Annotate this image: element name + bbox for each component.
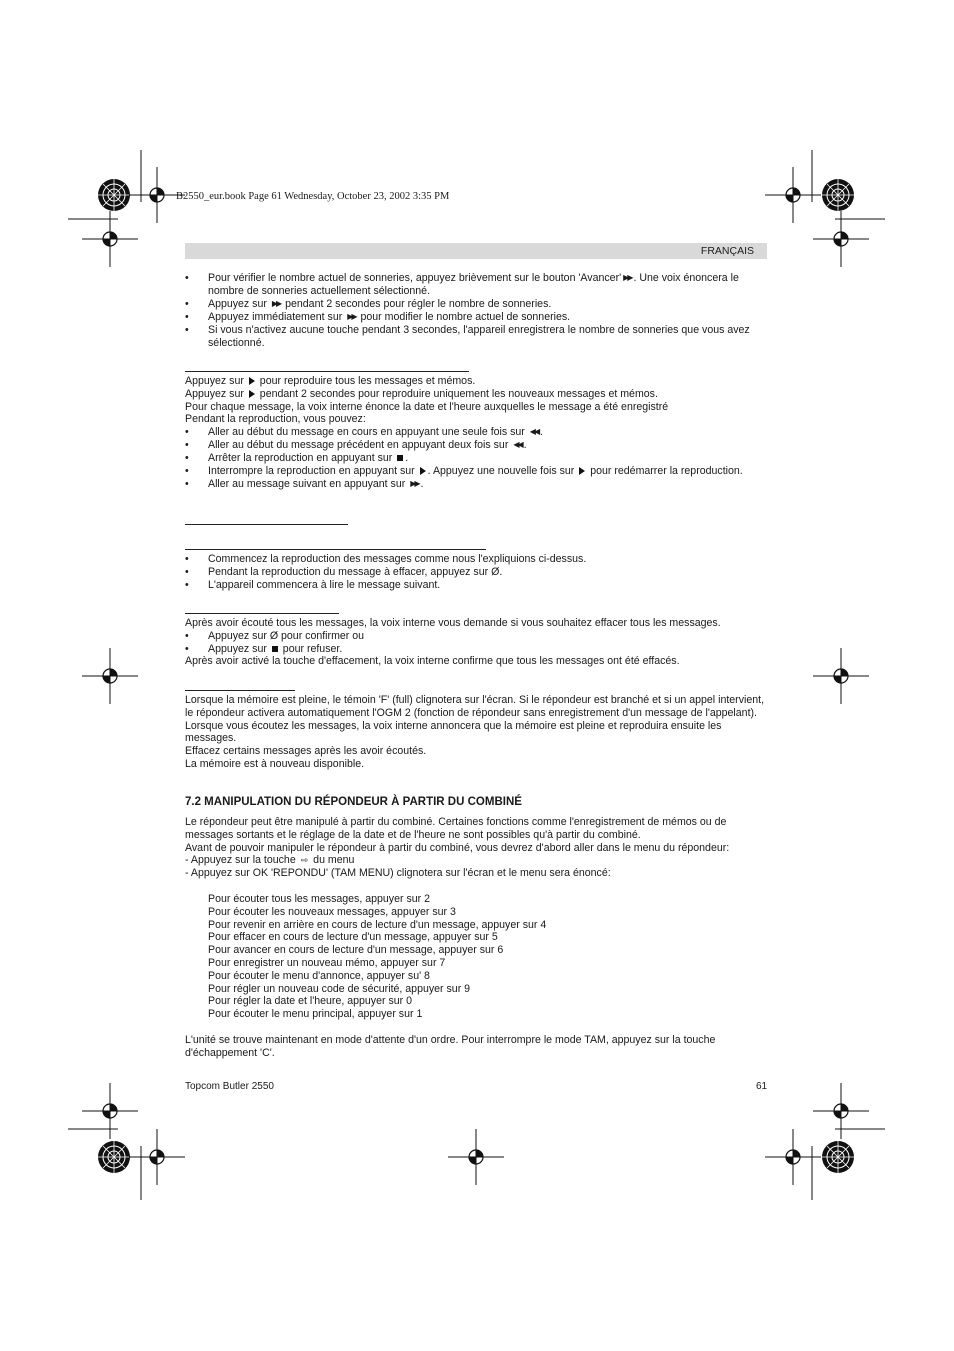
section-divider bbox=[185, 371, 469, 372]
list-item: Pour écouter les nouveaux messages, appuyer sur 3 bbox=[208, 905, 456, 918]
list-item: • Interrompre la reproduction en appuyant sur . Appuyez une nouvelle fois sur pour redémarrer la reproduction. bbox=[185, 465, 767, 478]
list-item: Pour régler la date et l'heure, appuyer sur 0 bbox=[208, 995, 413, 1008]
list-item: Pour effacer en cours de lecture d'un message, appuyer sur 5 bbox=[208, 931, 498, 944]
list-item: Pour avancer en cours de lecture d'un message, appuyer sur 6 bbox=[208, 944, 504, 957]
rewind-icon: ◀◀ bbox=[513, 440, 522, 450]
menu-key-icon: ⇨ bbox=[300, 855, 309, 866]
list-item: • Aller au message suivant en appuyant sur ▶▶ . bbox=[185, 478, 767, 491]
list-item: Pour revenir en arrière en cours de lecture d'un message, appuyer sur 4 bbox=[208, 918, 547, 931]
list-item: • Pour vérifier le nombre actuel de sonneries, appuyez brièvement sur le bouton 'Avancer' ▶▶ . Une voix énoncera le nombre de sonneries actuellement sélectionné. bbox=[185, 272, 767, 298]
list-item: Pour écouter le menu d'annonce, appuyer su' 8 bbox=[208, 969, 430, 982]
section-divider bbox=[185, 524, 348, 525]
fast-forward-icon: ▶▶ bbox=[347, 311, 356, 321]
section-divider bbox=[185, 690, 295, 691]
list-item: • Appuyez sur Ø pour confirmer ou bbox=[185, 630, 767, 643]
list-item: • Pendant la reproduction du message à effacer, appuyez sur Ø. bbox=[185, 566, 767, 579]
rings-bullets bbox=[185, 272, 767, 349]
play-icon bbox=[249, 390, 255, 398]
section-heading: 7.2 MANIPULATION DU RÉPONDEUR À PARTIR DU COMBINÉ bbox=[185, 796, 522, 808]
stop-icon bbox=[397, 455, 403, 461]
fast-forward-icon: ▶▶ bbox=[410, 478, 419, 488]
language-label: FRANÇAIS bbox=[700, 245, 754, 257]
section-divider bbox=[185, 613, 339, 614]
playback-line: Appuyez sur pendant 2 secondes pour reproduire uniquement les nouveaux messages et mémos. bbox=[185, 387, 658, 400]
play-icon bbox=[249, 377, 255, 385]
tam-menu-list bbox=[208, 893, 546, 1021]
play-icon bbox=[420, 467, 426, 475]
memory-full-section: Lorsque la mémoire est pleine, le témoin 'F' (full) clignotera sur l'écran. Si le répondeur est branché et si un appel intervient, le répondeur activera automatiquement l'OGM 2 (fonction de répondeur sans enregistrement d'un message de l'appelant). Lorsque vous écoutez les messages, la voix interne annoncera que la mémoire est pleine et reproduira ensuite les messages. Effacez certains messages après les avoir écoutés. La mémoire est à nouveau disponible. bbox=[185, 694, 765, 770]
list-item: • L'appareil commencera à lire le message suivant. bbox=[185, 579, 767, 592]
closing-paragraph: L'unité se trouve maintenant en mode d'attente d'un ordre. Pour interrompre le mode TAM, appuyez sur la touche d'échappement 'C'. bbox=[185, 1034, 716, 1059]
section-intro: Le répondeur peut être manipulé à partir du combiné. Certaines fonctions comme l'enregistrement de mémos ou de messages sortants et le réglage de la date et de l'heure ne sont possibles qu'à partir du combiné. Avant de pouvoir manipuler le répondeur à partir du combiné, vous devrez d'abord aller dans le menu du répondeur: - Appuyez sur la touche ⇨ du menu - Appuyez sur OK 'REPONDU' (TAM MENU) clignotera sur l'écran et le menu sera énoncé: bbox=[185, 816, 730, 880]
list-item: Pour écouter tous les messages, appuyer sur 2 bbox=[208, 893, 430, 905]
print-header: B2550_eur.book Page 61 Wednesday, October 23, 2002 3:35 PM bbox=[176, 191, 450, 202]
language-bar bbox=[185, 243, 767, 259]
footer-product: Topcom Butler 2550 bbox=[185, 1081, 274, 1092]
list-item: Pour enregistrer un nouveau mémo, appuyer sur 7 bbox=[208, 956, 446, 969]
fast-forward-icon: ▶▶ bbox=[623, 273, 632, 282]
playback-line: Pendant la reproduction, vous pouvez: bbox=[185, 413, 366, 426]
stop-icon bbox=[272, 646, 278, 652]
play-icon bbox=[579, 467, 585, 475]
list-item: • Commencez la reproduction des messages comme nous l'expliquions ci-dessus. bbox=[185, 553, 767, 566]
list-item: Pour écouter le menu principal, appuyer sur 1 bbox=[208, 1008, 423, 1021]
delete-message-section bbox=[185, 553, 767, 591]
section-divider bbox=[185, 549, 486, 550]
playback-line: Pour chaque message, la voix interne énonce la date et l'heure auxquelles le message a été enregistré bbox=[185, 400, 669, 413]
list-item: • Aller au début du message précédent en appuyant deux fois sur ◀◀ . bbox=[185, 439, 767, 452]
list-item: Pour régler un nouveau code de sécurité, appuyer sur 9 bbox=[208, 982, 471, 995]
list-item: • Appuyez immédiatement sur ▶▶ pour modifier le nombre actuel de sonneries. bbox=[185, 311, 767, 324]
list-item: • Arrêter la reproduction en appuyant sur . bbox=[185, 452, 767, 465]
rewind-icon: ◀◀ bbox=[529, 427, 539, 437]
playback-line: Appuyez sur pour reproduire tous les messages et mémos. bbox=[185, 375, 476, 387]
list-item: • Appuyez sur ▶▶ pendant 2 secondes pour régler le nombre de sonneries. bbox=[185, 298, 767, 311]
list-item: • Aller au début du message en cours en appuyant une seule fois sur ◀◀ . bbox=[185, 426, 767, 439]
list-item: • Si vous n'activez aucune touche pendant 3 secondes, l'appareil enregistrera le nombre de sonneries que vous avez sélectionné. bbox=[185, 324, 767, 350]
fast-forward-icon: ▶▶ bbox=[271, 298, 281, 308]
playback-section bbox=[185, 375, 767, 491]
footer-page-number: 61 bbox=[756, 1081, 768, 1092]
list-item: • Appuyez sur pour refuser. bbox=[185, 643, 767, 656]
delete-all-section: Après avoir écouté tous les messages, la voix interne vous demande si vous souhaitez effacer tous les messages. • Appuyez sur Ø pour confirmer ou • Appuyez sur pour refuser. Après avoir activé la touche d'effacement, la voix interne confirme que tous les messages ont été effacés. bbox=[185, 617, 767, 668]
